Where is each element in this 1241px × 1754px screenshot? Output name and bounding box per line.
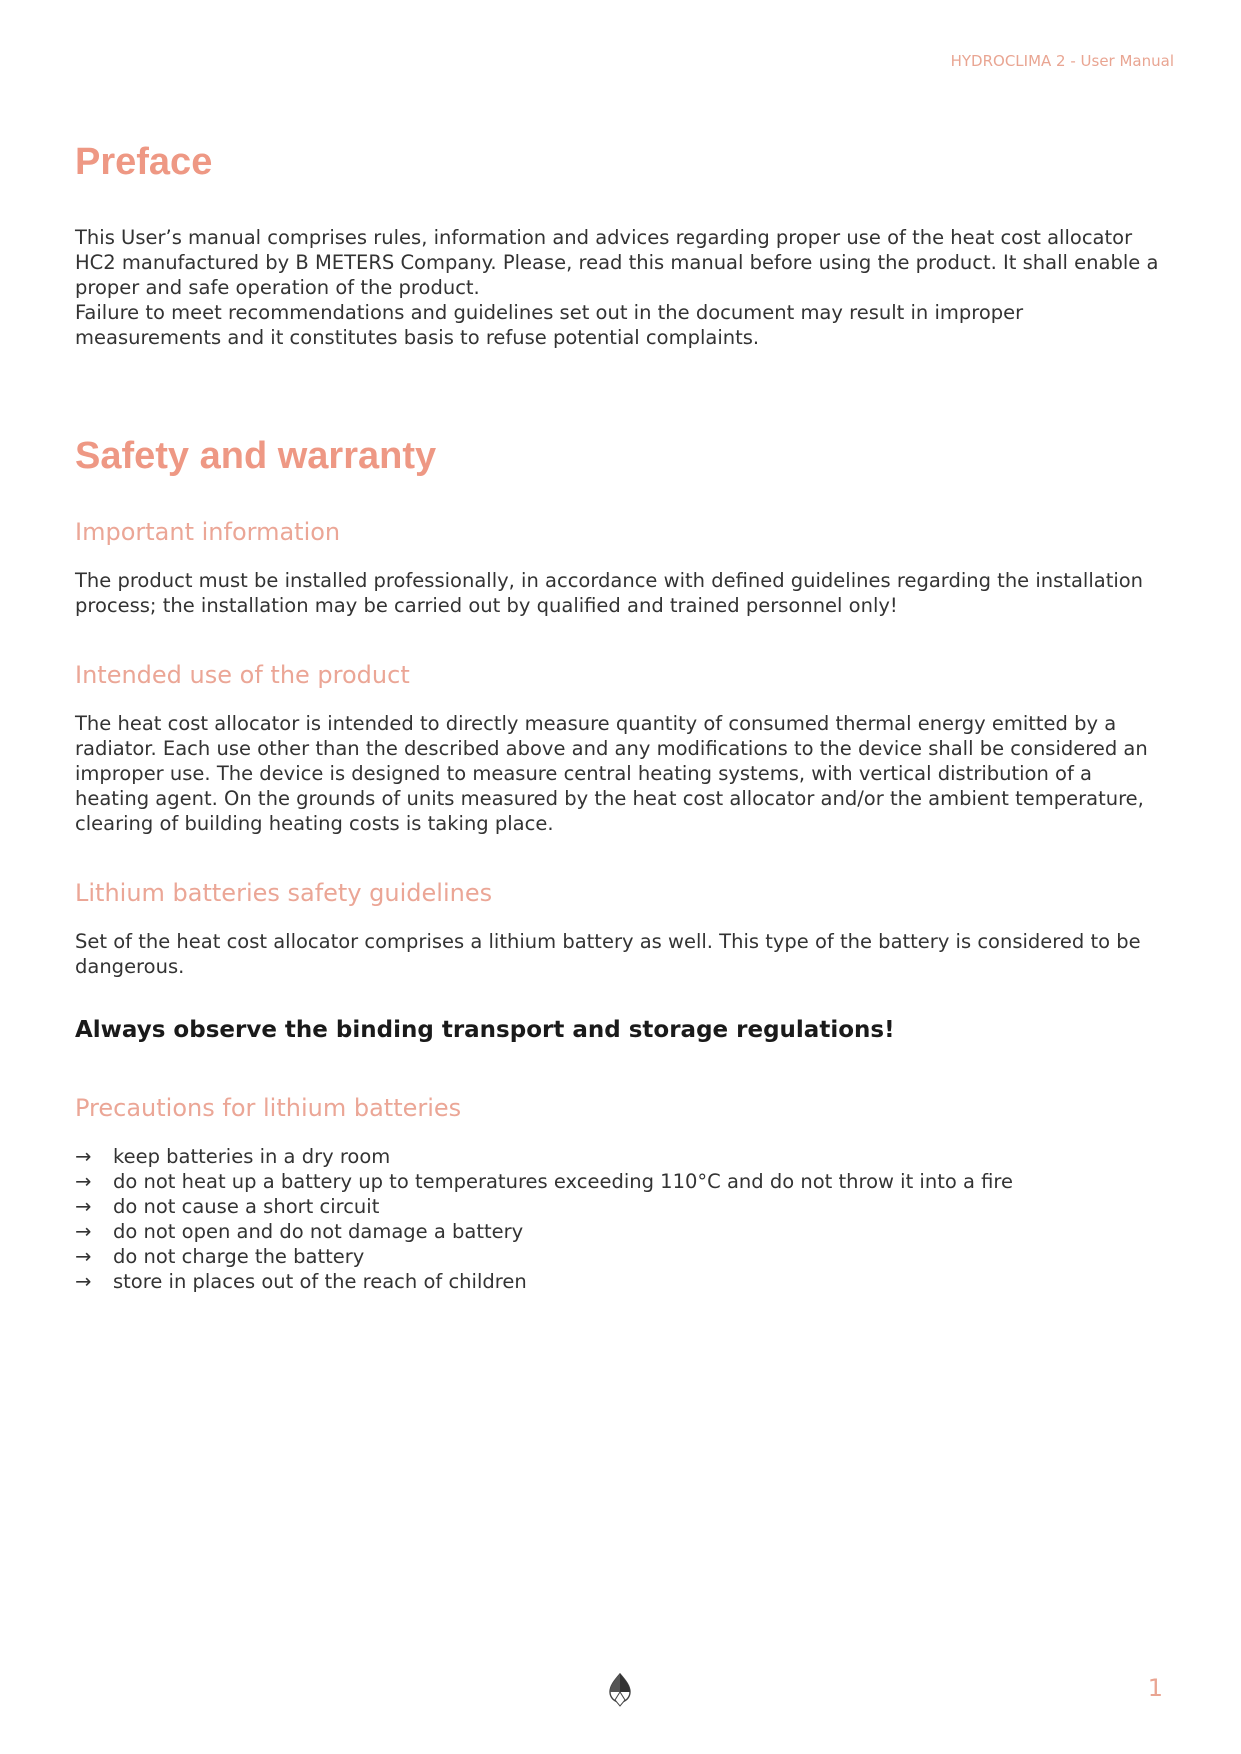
lithium-title: Lithium batteries safety guidelines bbox=[75, 879, 493, 907]
page-number: 1 bbox=[1147, 1674, 1163, 1702]
list-item: → do not open and do not damage a battery bbox=[75, 1220, 524, 1243]
arrow-right-icon: → bbox=[75, 1220, 92, 1243]
arrow-right-icon: → bbox=[75, 1245, 92, 1268]
page-header: HYDROCLIMA 2 - User Manual bbox=[950, 52, 1174, 70]
list-item: → do not cause a short circuit bbox=[75, 1195, 380, 1218]
arrow-right-icon: → bbox=[75, 1270, 92, 1293]
important-info-text: The product must be installed professionally, in accordance with defined guidelines regarding the installation process; the installation may be carried out by qualified and trained personnel only! bbox=[75, 569, 1144, 617]
preface-body bbox=[75, 225, 1165, 350]
precautions-list bbox=[75, 1144, 1165, 1294]
arrow-right-icon: → bbox=[75, 1145, 92, 1168]
arrow-right-icon: → bbox=[75, 1195, 92, 1218]
intended-use-text: The heat cost allocator is intended to directly measure quantity of consumed thermal energy emitted by a radiator. Each use other than the described above and any modifications to the device shall be considered an improper use. The device is designed to measure central heating systems, with vertical distribution of a heating agent. On the grounds of units measured by the heat cost allocator and/or the ambient temperature, clearing of building heating costs is taking place. bbox=[75, 712, 1148, 835]
precautions-title: Precautions for lithium batteries bbox=[75, 1094, 462, 1122]
preface-title: Preface bbox=[75, 141, 213, 183]
important-info-title: Important information bbox=[75, 518, 341, 546]
safety-title: Safety and warranty bbox=[75, 435, 437, 477]
list-item: → keep batteries in a dry room bbox=[75, 1145, 391, 1168]
bmeters-drop-logo-icon bbox=[607, 1672, 633, 1708]
lithium-text: Set of the heat cost allocator comprises a lithium battery as well. This type of the battery is considered to be dangerous. bbox=[75, 930, 1141, 978]
list-item: → do not heat up a battery up to temperatures exceeding 110°C and do not throw it into a fire bbox=[75, 1170, 1013, 1193]
document-content bbox=[75, 138, 1165, 1294]
list-item: → do not charge the battery bbox=[75, 1245, 365, 1268]
preface-paragraph-1: This User’s manual comprises rules, information and advices regarding proper use of the heat cost allocator HC2 manufactured by B METERS Company. Please, read this manual before using the product. It shall enable a proper and safe operation of the product. bbox=[75, 226, 1159, 299]
intended-use-title: Intended use of the product bbox=[75, 661, 410, 689]
list-item: → store in places out of the reach of children bbox=[75, 1270, 527, 1293]
lithium-warning: Always observe the binding transport and storage regulations! bbox=[75, 1017, 895, 1043]
arrow-right-icon: → bbox=[75, 1170, 92, 1193]
preface-paragraph-2: Failure to meet recommendations and guidelines set out in the document may result in improper measurements and it constitutes basis to refuse potential complaints. bbox=[75, 301, 1024, 349]
